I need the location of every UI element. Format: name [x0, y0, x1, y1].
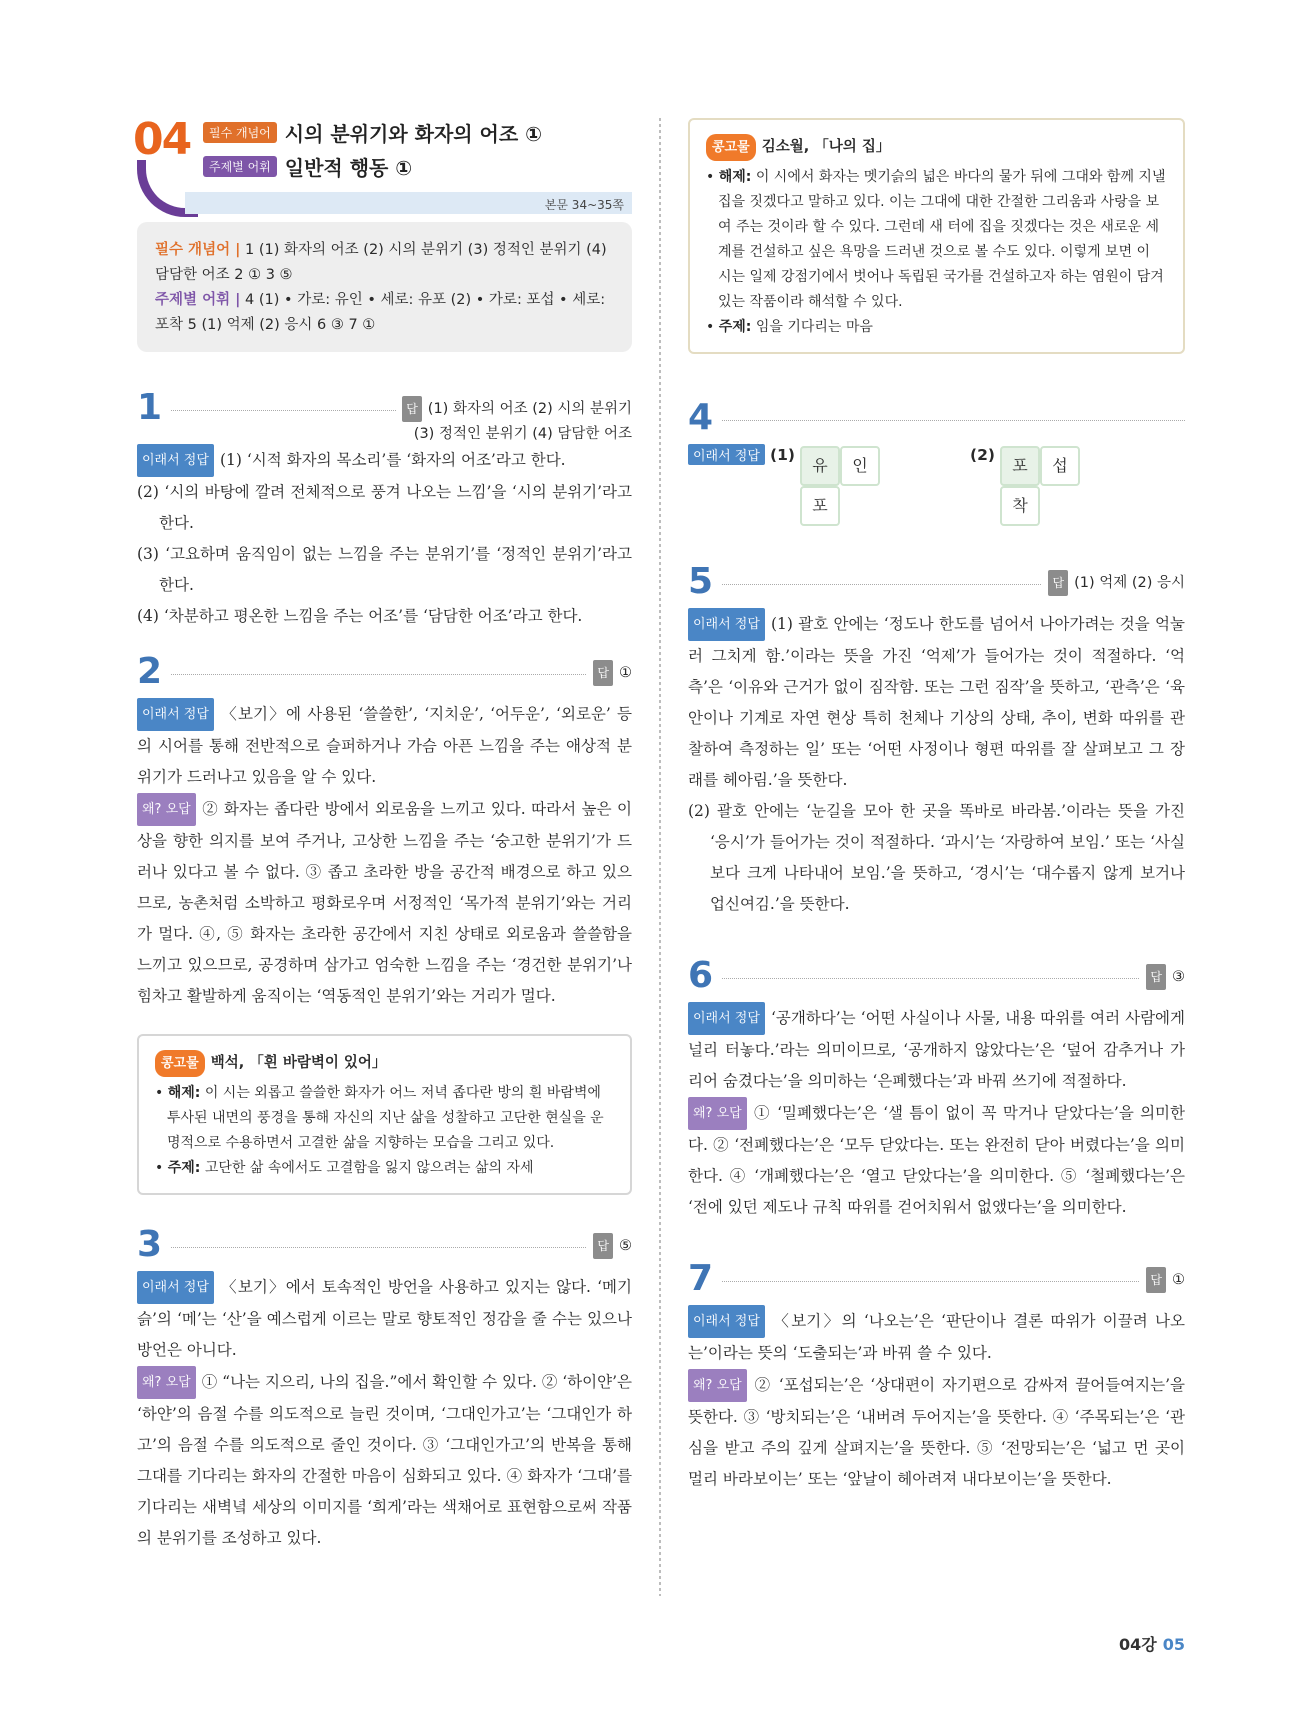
note-badge: 콩고물 — [706, 134, 756, 161]
note-commentary: • 해제: 이 시는 외롭고 쓸쓸한 화자가 어느 저녁 좁다란 방의 흰 바람벽에 투사된 내면의 풍경을 통해 자신의 지난 삶을 성찰하고 고단한 현실을 운명적으로 수용하면서 고결한 삶을 지향하는 모습을 그리고 있다. — [155, 1085, 604, 1151]
wrong-text: ① “나는 지으리, 나의 집을.”에서 확인할 수 있다. ② ‘하이얀’은 ‘하얀’의 음절 수를 의도적으로 늘린 것이며, ‘그대인가고’는 ‘그대인가 하고’의 음절 수를 의도적으로 줄인 것이다. ③ ‘그대인가고’의 반복을 통해 그대를 기다리는 화자의 간절한 마음이 심화되고 있다. ④ 화자가 ‘그대’를 기다리는 새벽녘 세상의 이미지를 ‘희게’라는 색채어로 표현함으로써 작품의 분위기를 조성하고 있다. — [137, 1373, 632, 1547]
question-6-header — [688, 956, 1185, 1002]
wrong-explanation — [137, 793, 632, 1012]
question-number: 1 — [137, 387, 163, 428]
answer-badge: 답 — [593, 660, 613, 686]
item-1: (1) ‘시적 화자의 목소리’를 ‘화자의 어조’라고 한다. — [219, 451, 566, 469]
note-theme: • 주제: 고단한 삶 속에서도 고결함을 잃지 않으려는 삶의 자세 — [155, 1160, 534, 1176]
note-text: 이 시는 외롭고 쓸쓸한 화자가 어느 저녁 좁다란 방의 흰 바람벽에 투사된 내면의 풍경을 통해 자신의 지난 삶을 성찰하고 고단한 현실을 운명적으로 수용하면서 고결한 삶을 지향하는 모습을 그리고 있다. — [167, 1085, 604, 1151]
question-number: 6 — [688, 955, 714, 996]
question-7 — [688, 1259, 1185, 1495]
question-number: 2 — [137, 651, 163, 692]
footer-lesson: 04강 — [1119, 1635, 1157, 1654]
answer-value: (1) 억제 (2) 응시 — [1074, 575, 1185, 591]
question-5-header — [688, 562, 1185, 608]
dotted-leader — [171, 674, 632, 675]
correct-text: 〈보기〉의 ‘나오는’은 ‘판단이나 결론 따위가 이끌려 나오는’이라는 뜻의 ‘도출되는’과 바꿔 쓸 수 있다. — [688, 1312, 1185, 1362]
note-title-text: 김소월, 「나의 집」 — [761, 139, 891, 155]
note-title — [155, 1050, 614, 1077]
page-reference: 본문 34~35쪽 — [544, 198, 624, 212]
correct-text: ‘공개하다’는 ‘어떤 사실이나 사물, 내용 따위를 여러 사람에게 널리 터놓다.’라는 의미이므로, ‘공개하지 않았다는’은 ‘덮어 감추거나 가리어 숨겼다는’을 의미하는 ‘은폐했다는’과 바꿔 쓰기에 적절하다. — [688, 1009, 1185, 1090]
question-7-answer — [1140, 1267, 1185, 1293]
summary-line-concepts: 1 (1) 화자의 어조 (2) 시의 분위기 (3) 정적인 분위기 (4) 담담한 어조 2 ① 3 ⑤ — [155, 242, 607, 283]
answer-value: ① — [619, 665, 632, 681]
answer-badge: 답 — [1146, 1267, 1166, 1293]
item-1: (1) 괄호 안에는 ‘정도나 한도를 넘어서 나아가려는 것을 억눌러 그치게 함.’이라는 뜻을 가진 ‘억제’가 들어가는 것이 적절하다. ‘억측’은 ‘이유와 근거가 없이 짐작함. 또는 그런 짐작’을 뜻하고, ‘관측’은 ‘육안이나 기계로 자연 현상 특히 천체나 기상의 상태, 추이, 변화 따위를 관찰하여 측정하는 일’ 또는 ‘어떤 사정이나 형편 따위를 잘 살펴보고 그 장래를 헤아림.’을 뜻한다. — [688, 615, 1185, 789]
answer-badge: 답 — [593, 1233, 613, 1259]
item-2: (2) 괄호 안에는 ‘눈길을 모아 한 곳을 똑바로 바라봄.’이라는 뜻을 가진 ‘응시’가 들어가는 것이 적절하다. ‘과시’는 ‘자랑하여 보임.’ 또는 ‘사실보다 크게 나타내어 보임.’을 뜻하고, ‘경시’는 ‘대수롭지 않게 보거나 업신여김.’을 뜻한다. — [688, 802, 1185, 913]
correct-label: 이래서 정답 — [688, 608, 765, 641]
question-3-answer — [587, 1233, 632, 1259]
wrong-label: 왜? 오답 — [688, 1369, 747, 1402]
note-title-text: 백석, 「흰 바람벽이 있어」 — [210, 1055, 387, 1071]
note-text: 임을 기다리는 마음 — [755, 319, 873, 335]
summary-vocab — [155, 288, 614, 338]
question-1-header — [137, 388, 632, 444]
question-2-header — [137, 652, 632, 698]
question-number: 3 — [137, 1224, 163, 1265]
page-reference-bar — [185, 192, 632, 214]
item-4: (4) ‘차분하고 평온한 느낌을 주는 어조’를 ‘담담한 어조’라고 한다. — [137, 607, 583, 625]
answer-badge: 답 — [1048, 570, 1068, 596]
wrong-explanation — [688, 1097, 1185, 1223]
footer-page-number: 05 — [1162, 1635, 1185, 1654]
note-text: 이 시에서 화자는 멧기슭의 넓은 바다의 물가 뒤에 그대와 함께 지낼 집을 짓겠다고 말하고 있다. 이는 그대에 대한 간절한 그리움과 사랑을 보여 주는 것이라 할 수 있다. 그런데 새 터에 집을 짓겠다는 것은 새로운 세계를 건설하고 싶은 욕망을 드러낸 것으로 볼 수도 있다. 이렇게 보면 이 시는 일제 강점기에서 벗어나 독립된 국가를 건설하고자 하는 염원이 담겨 있는 작품이라 해석할 수 있다. — [718, 169, 1166, 310]
note-theme: • 주제: 임을 기다리는 마음 — [706, 319, 873, 335]
correct-text: 〈보기〉에서 토속적인 방언을 사용하고 있지는 않다. ‘메기슭’의 ‘메’는 ‘산’을 예스럽게 이르는 말로 향토적인 정감을 줄 수는 있으나 방언은 아니다. — [137, 1278, 632, 1359]
vocab-tag: 주제별 어휘 — [203, 156, 277, 177]
grid-cell: 착 — [1000, 486, 1040, 526]
summary-concepts — [155, 238, 614, 288]
question-3 — [137, 1225, 632, 1554]
concept-tag: 필수 개념어 — [203, 122, 277, 143]
correct-label: 이래서 정답 — [688, 444, 765, 465]
note-key: 주제: — [718, 319, 752, 335]
note-box-kimsowol — [688, 118, 1185, 354]
question-number: 4 — [688, 397, 714, 438]
note-key: 해제: — [167, 1085, 201, 1101]
correct-label: 이래서 정답 — [137, 698, 214, 731]
note-box-baekseok — [137, 1034, 632, 1195]
grid-cell: 유 — [800, 446, 840, 486]
dotted-leader — [171, 1247, 632, 1248]
note-text: 고단한 삶 속에서도 고결함을 잃지 않으려는 삶의 자세 — [204, 1160, 534, 1176]
note-commentary: • 해제: 이 시에서 화자는 멧기슭의 넓은 바다의 물가 뒤에 그대와 함께 지낼 집을 짓겠다고 말하고 있다. 이는 그대에 대한 간절한 그리움과 사랑을 보여 주는 것이라 할 수 있다. 그런데 새 터에 집을 짓겠다는 것은 새로운 세계를 건설하고 싶은 욕망을 드러낸 것으로 볼 수도 있다. 이렇게 보면 이 시는 일제 강점기에서 벗어나 독립된 국가를 건설하고자 하는 염원이 담겨 있는 작품이라 해석할 수 있다. — [706, 169, 1166, 310]
note-badge: 콩고물 — [155, 1050, 205, 1077]
correct-label: 이래서 정답 — [137, 1271, 214, 1304]
question-4 — [688, 398, 1185, 554]
wrong-label: 왜? 오답 — [688, 1097, 747, 1130]
grid-cell: 섭 — [1040, 446, 1080, 486]
left-column — [133, 114, 632, 1554]
question-1 — [137, 388, 632, 632]
item-2: (2) ‘시의 바탕에 깔려 전체적으로 풍겨 나오는 느낌’을 ‘시의 분위기’라고 한다. — [137, 483, 632, 532]
wrong-text: ② 화자는 좁다란 방에서 외로움을 느끼고 있다. 따라서 높은 이상을 향한 의지를 보여 주거나, 고상한 느낌을 주는 ‘숭고한 분위기’가 드러나 있다고 볼 수 없다. ③ 좁고 초라한 방을 공간적 배경으로 하고 있으므로, 농촌처럼 소박하고 평화로우며 서정적인 ‘목가적 분위기’와는 거리가 멀다. ④, ⑤ 화자는 초라한 공간에서 지친 상태로 외로움과 쓸쓸함을 느끼고 있으므로, 공경하며 삼가고 엄숙한 느낌을 주는 ‘경건한 분위기’나 힘차고 활발하게 움직이는 ‘역동적인 분위기’와는 거리가 멀다. — [137, 800, 632, 1005]
wrong-label: 왜? 오답 — [137, 793, 196, 826]
lesson-number: 04 — [133, 114, 191, 165]
correct-explanation — [137, 698, 632, 793]
wrong-explanation — [137, 1366, 632, 1554]
answer-summary — [137, 222, 632, 352]
question-number: 7 — [688, 1258, 714, 1299]
wrong-text: ② ‘포섭되는’은 ‘상대편이 자기편으로 감싸져 끌어들여지는’을 뜻한다. ③ ‘방치되는’은 ‘내버려 두어지는’을 뜻한다. ④ ‘주목되는’은 ‘관심을 받고 주의 깊게 살펴지는’을 뜻한다. ⑤ ‘전망되는’은 ‘넓고 먼 곳이 멀리 바라보이는’ 또는 ‘앞날이 헤아려져 내다보이는’을 뜻한다. — [688, 1376, 1185, 1488]
correct-label: 이래서 정답 — [688, 1305, 765, 1338]
correct-label: 이래서 정답 — [688, 1002, 765, 1035]
part-2-label: (2) — [970, 446, 995, 464]
column-divider — [659, 118, 661, 1596]
note-key: 주제: — [167, 1160, 201, 1176]
answer-line-2: (3) 정적인 분위기 (4) 담담한 어조 — [413, 426, 632, 442]
answer-badge: 답 — [1146, 964, 1166, 990]
correct-text: 〈보기〉에 사용된 ‘쓸쓸한’, ‘지치운’, ‘어두운’, ‘외로운’ 등의 시어를 통해 전반적으로 슬퍼하거나 가슴 아픈 느낌을 주는 애상적 분위기가 드러나고 있음을 알 수 있다. — [137, 705, 632, 786]
summary-line-vocab: 4 (1) • 가로: 유인 • 세로: 유포 (2) • 가로: 포섭 • 세로: 포착 5 (1) 억제 (2) 응시 6 ③ 7 ① — [155, 292, 606, 333]
answer-line-1: (1) 화자의 어조 (2) 시의 분위기 — [427, 401, 632, 417]
wrong-label: 왜? 오답 — [137, 1366, 196, 1399]
dotted-leader — [722, 978, 1185, 979]
page-footer — [1119, 1632, 1185, 1655]
right-column — [688, 118, 1185, 1495]
question-2-answer — [587, 660, 632, 686]
wrong-explanation — [688, 1369, 1185, 1495]
correct-explanation — [688, 1002, 1185, 1097]
note-key: 해제: — [718, 169, 752, 185]
question-2 — [137, 652, 632, 1012]
question-6 — [688, 956, 1185, 1223]
answer-badge: 답 — [402, 396, 422, 422]
dotted-leader — [722, 1281, 1185, 1282]
lesson-title-2: 일반적 행동 ① — [284, 156, 413, 180]
summary-label-concepts: 필수 개념어 | — [155, 242, 241, 258]
header-row-1 — [203, 118, 542, 147]
question-5 — [688, 562, 1185, 920]
question-5-answer — [1042, 570, 1185, 596]
lesson-header — [133, 114, 632, 218]
question-3-header — [137, 1225, 632, 1271]
explanation — [137, 444, 632, 477]
lesson-title-1: 시의 분위기와 화자의 어조 ① — [284, 122, 543, 146]
grid-cell: 인 — [840, 446, 880, 486]
correct-label: 이래서 정답 — [137, 444, 214, 477]
correct-explanation — [137, 1271, 632, 1366]
part-1-label: (1) — [770, 446, 795, 464]
correct-explanation — [688, 1305, 1185, 1369]
question-1-answer — [396, 396, 632, 446]
grid-cell: 포 — [1000, 446, 1040, 486]
answer-value: ③ — [1172, 969, 1185, 985]
grid-cell: 포 — [800, 486, 840, 526]
summary-label-vocab: 주제별 어휘 | — [155, 292, 241, 308]
word-grid-area — [688, 444, 1185, 554]
question-4-header — [688, 398, 1185, 444]
wrong-text: ① ‘밀폐했다는’은 ‘샐 틈이 없이 꼭 막거나 닫았다는’을 의미한다. ② ‘전폐했다는’은 ‘모두 닫았다는. 또는 완전히 닫아 버렸다는’을 의미한다. ④ ‘개폐했다는’은 ‘열고 닫았다는’을 의미한다. ⑤ ‘철폐했다는’은 ‘전에 있던 제도나 규칙 따위를 걷어치워서 없앴다는’을 의미한다. — [688, 1104, 1185, 1216]
question-number: 5 — [688, 561, 714, 602]
answer-value: ① — [1172, 1272, 1185, 1288]
answer-value: ⑤ — [619, 1238, 632, 1254]
dotted-leader — [722, 420, 1185, 421]
header-row-2 — [203, 152, 412, 181]
question-7-header — [688, 1259, 1185, 1305]
note-title — [706, 134, 1167, 161]
explanation-1 — [688, 608, 1185, 796]
item-3: (3) ‘고요하며 움직임이 없는 느낌을 주는 분위기’를 ‘정적인 분위기’라고 한다. — [137, 545, 632, 594]
question-6-answer — [1140, 964, 1185, 990]
